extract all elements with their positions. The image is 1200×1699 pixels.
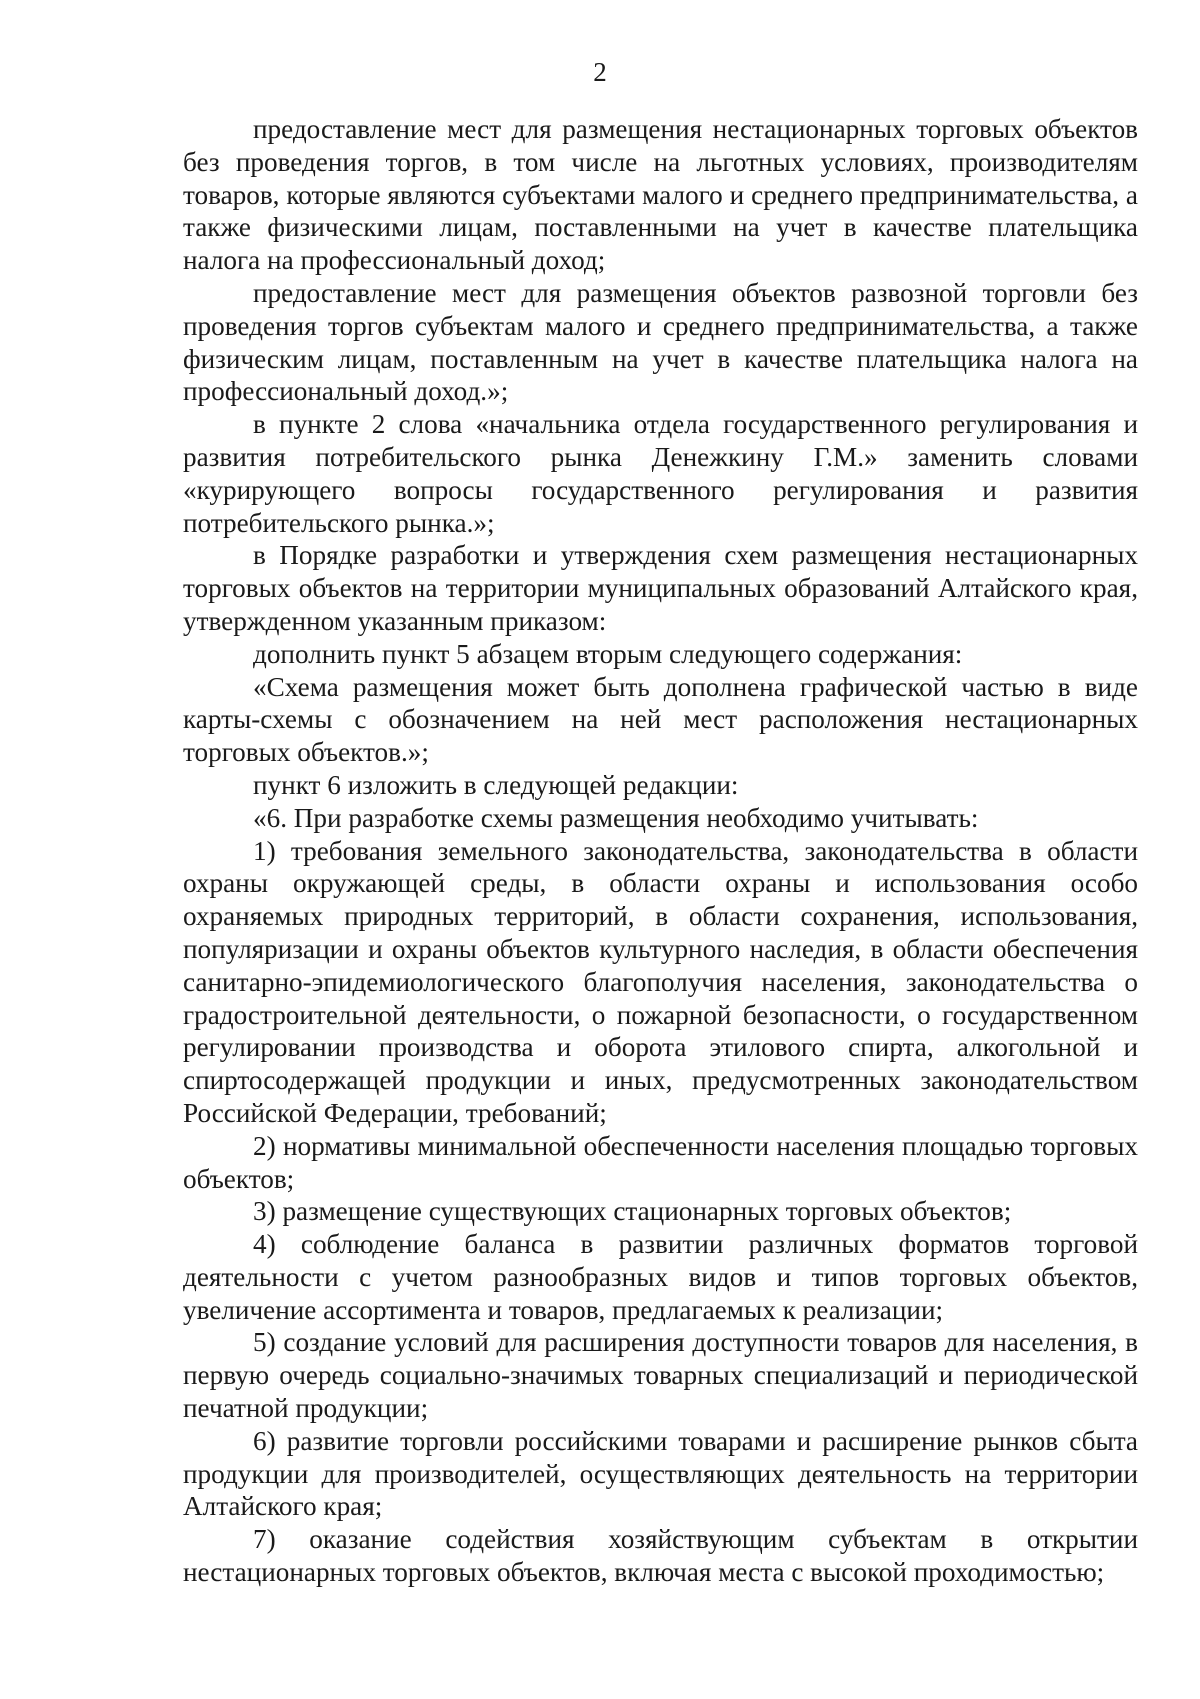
paragraph: 1) требования земельного законодательства, законодательства в области охраны окружающей среды, в области охраны и использования особо охраняемых природных территорий, в области сохранения, использования, популяризации и охраны объектов культурного наследия, в области обеспечения санитарно-эпидемиологического благополучия населения, законодательства о градостроительной деятельности, о пожарной безопасности, о государственном регулировании производства и оборота этилового спирта, алкогольной и спиртосодержащей продукции и иных, предусмотренных законодательством Российской Федерации, требований; bbox=[183, 835, 1138, 1128]
page-number: 2 bbox=[593, 57, 607, 87]
paragraph: пункт 6 изложить в следующей редакции: bbox=[253, 769, 739, 800]
paragraph: предоставление мест для размещения объектов развозной торговли без проведения торгов субъектам малого и среднего предпринимательства, а также физическим лицам, поставленным на учет в качестве плательщика налога на профессиональный доход.»; bbox=[183, 277, 1138, 407]
paragraph: 2) нормативы минимальной обеспеченности населения площадью торговых объектов; bbox=[183, 1130, 1138, 1194]
paragraph: дополнить пункт 5 абзацем вторым следующего содержания: bbox=[253, 638, 963, 669]
paragraph: предоставление мест для размещения нестационарных торговых объектов без проведения торгов, в том числе на льготных условиях, производителям товаров, которые являются субъектами малого и среднего предпринимательства, а также физическими лицам, поставленными на учет в качестве плательщика налога на профессиональный доход; bbox=[183, 114, 1138, 276]
paragraph: 5) создание условий для расширения доступности товаров для населения, в первую очередь социально-значимых товарных специализаций и периодической печатной продукции; bbox=[183, 1327, 1138, 1424]
paragraph: в пункте 2 слова «начальника отдела государственного регулирования и развития потребительского рынка Денежкину Г.М.» заменить словами «курирующего вопросы государственного регулирования и развития потребительского рынка.»; bbox=[183, 409, 1138, 538]
document-body bbox=[183, 113, 1138, 1589]
paragraph: в Порядке разработки и утверждения схем размещения нестационарных торговых объектов на территории муниципальных образований Алтайского края, утвержденном указанным приказом: bbox=[183, 540, 1138, 636]
paragraph: 4) соблюдение баланса в развитии различных форматов торговой деятельности с учетом разнообразных видов и типов торговых объектов, увеличение ассортимента и товаров, предлагаемых к реализации; bbox=[183, 1229, 1138, 1325]
paragraph: 3) размещение существующих стационарных торговых объектов; bbox=[253, 1196, 1012, 1227]
paragraph: «6. При разработке схемы размещения необходимо учитывать: bbox=[253, 802, 979, 833]
paragraph: 7) оказание содействия хозяйствующим субъектам в открытии нестационарных торговых объектов, включая места с высокой проходимостью; bbox=[183, 1524, 1138, 1588]
paragraph: «Схема размещения может быть дополнена графической частью в виде карты-схемы с обозначением на ней мест расположения нестационарных торговых объектов.»; bbox=[183, 671, 1138, 768]
paragraph: 6) развитие торговли российскими товарами и расширение рынков сбыта продукции для производителей, осуществляющих деятельность на территории Алтайского края; bbox=[183, 1425, 1138, 1522]
